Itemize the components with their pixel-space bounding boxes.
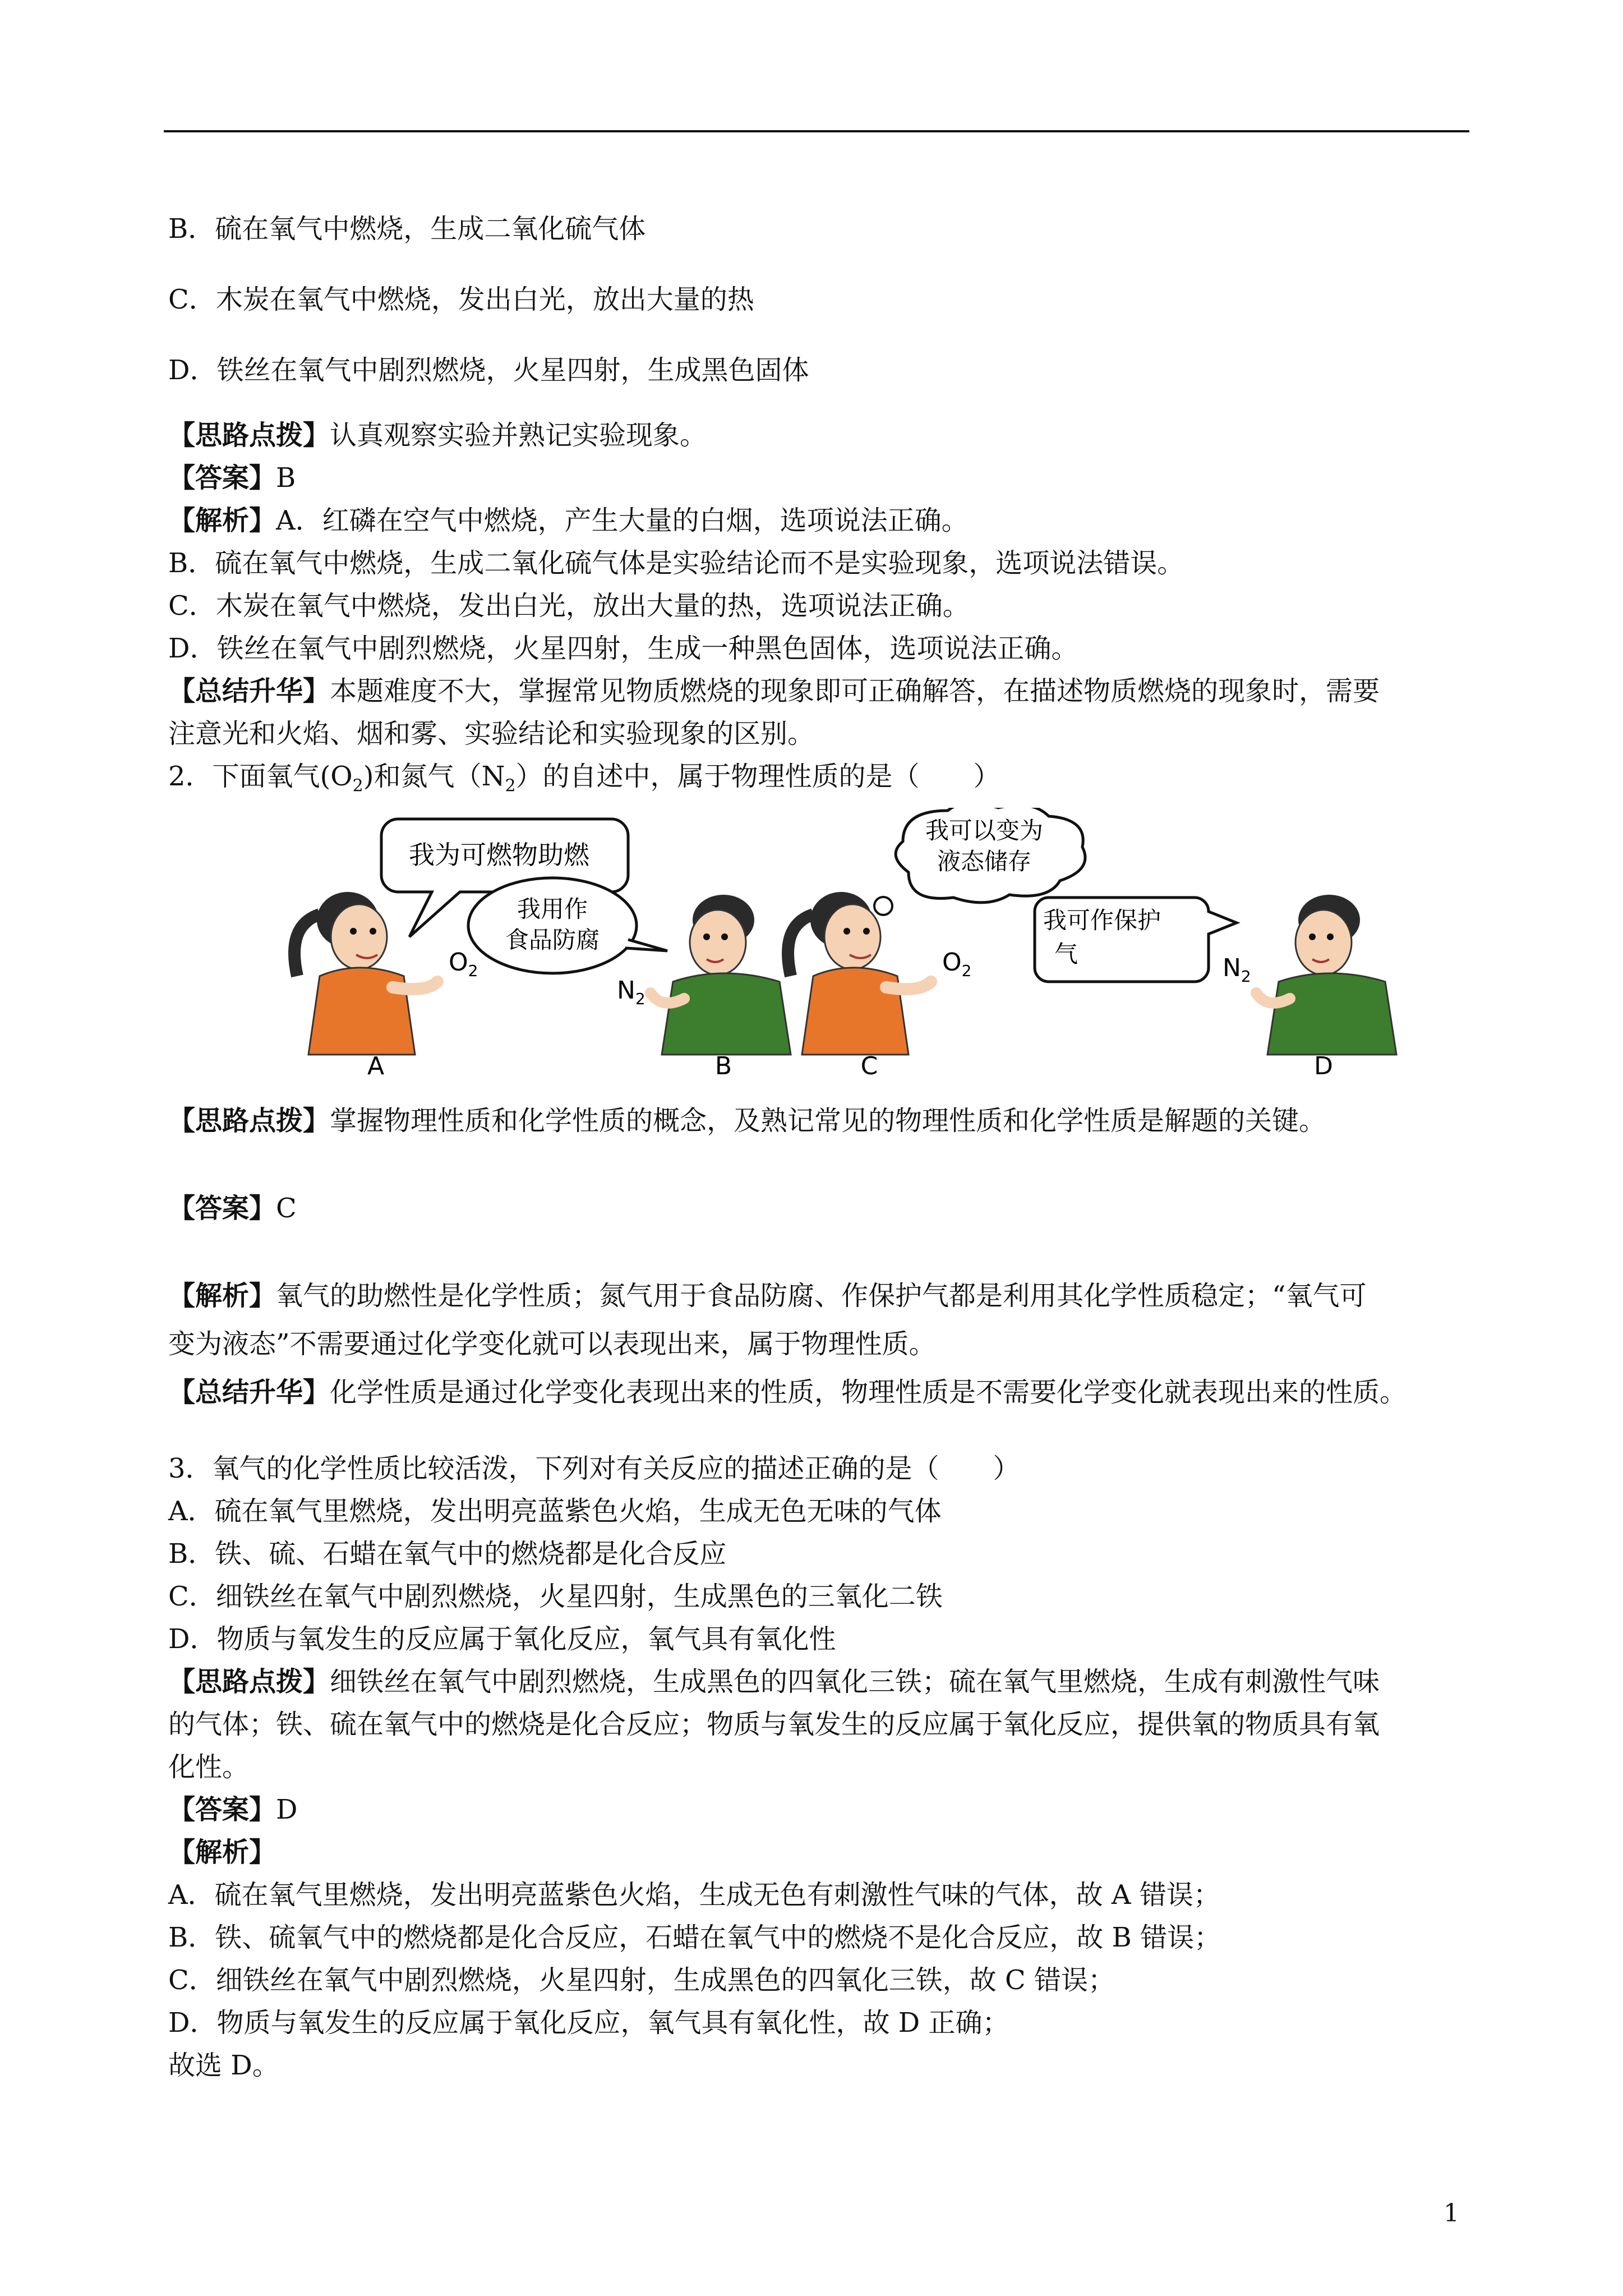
hint-label: 【思路点拨】	[168, 1105, 330, 1137]
analysis-label: 【解析】	[168, 505, 276, 536]
label-b: B	[714, 1052, 732, 1077]
q3-answer	[168, 1793, 298, 1826]
boy-d-icon	[1256, 895, 1396, 1055]
answer-label: 【答案】	[168, 1794, 276, 1825]
q3-option-a: A．硫在氧气里燃烧，发出明亮蓝紫色火焰，生成无色无味的气体	[168, 1496, 942, 1527]
q3-analysis-label	[168, 1835, 276, 1869]
q3-conclusion: 故选 D。	[168, 2050, 279, 2081]
hint-text: 掌握物理性质和化学性质的概念，及熟记常见的物理性质和化学性质是解题的关键。	[330, 1105, 1326, 1137]
answer-label: 【答案】	[168, 1193, 276, 1224]
o2-label-c	[942, 948, 971, 980]
answer-text: B	[276, 462, 296, 494]
girl-a-icon	[294, 892, 437, 1055]
q2-stem-sub: 2	[352, 776, 363, 796]
o2-text: O	[942, 948, 962, 977]
n2-label-b	[617, 976, 645, 1008]
q1-answer	[168, 461, 296, 495]
analysis-label: 【解析】	[168, 1280, 276, 1312]
q3-option-b: B．铁、硫、石蜡在氧气中的燃烧都是化合反应	[168, 1538, 727, 1570]
q1-analysis	[168, 504, 969, 537]
o2-sub: 2	[961, 961, 972, 980]
bubble-d-text-1: 我可作保护	[1043, 907, 1161, 934]
bubble-b	[468, 878, 637, 973]
summary-text: 化学性质是通过化学变化表现出来的性质，物理性质是不需要化学变化就表现出来的性质。	[330, 1377, 1407, 1408]
q3-hint	[168, 1665, 1380, 1699]
n2-text: N	[1223, 954, 1241, 982]
bubble-c-text-2: 液态储存	[937, 848, 1032, 875]
q2-answer	[168, 1191, 297, 1225]
hint-label: 【思路点拨】	[168, 420, 330, 451]
answer-label: 【答案】	[168, 462, 276, 494]
q2-summary	[168, 1375, 1407, 1409]
q1-option-c: C．木炭在氧气中燃烧，发出白光，放出大量的热	[168, 284, 754, 315]
n2-sub: 2	[1241, 967, 1251, 986]
summary-label: 【总结升华】	[168, 1377, 330, 1408]
n2-sub: 2	[635, 990, 645, 1008]
answer-text: C	[276, 1193, 297, 1224]
summary-label: 【总结升华】	[168, 675, 330, 707]
q1-analysis-c: C．木炭在氧气中燃烧，发出白光，放出大量的热，选项说法正确。	[168, 590, 970, 622]
summary-text: 本题难度不大，掌握常见物质燃烧的现象即可正确解答，在描述物质燃烧的现象时，需要	[330, 675, 1380, 707]
q1-summary	[168, 674, 1380, 708]
o2-sub: 2	[468, 961, 478, 980]
bubble-b-text-1: 我用作	[517, 895, 588, 923]
q3-analysis-c: C．细铁丝在氧气中剧烈燃烧，火星四射，生成黑色的四氧化三铁，故 C 错误；	[168, 1964, 1115, 1996]
q2-stem-part: 2．下面氧气(O	[168, 761, 353, 792]
hint-label: 【思路点拨】	[168, 1666, 330, 1697]
q2-stem	[168, 760, 1000, 803]
q3-option-d: D．物质与氧发生的反应属于氧化反应，氧气具有氧化性	[168, 1623, 836, 1655]
q1-summary-cont: 注意光和火焰、烟和雾、实验结论和实验现象的区别。	[168, 718, 815, 749]
q1-option-d: D．铁丝在氧气中剧烈燃烧，火星四射，生成黑色固体	[168, 355, 809, 386]
bubble-c-text-1: 我可以变为	[925, 817, 1044, 844]
figure-b	[468, 878, 791, 1077]
q2-stem-part: )和氮气（N	[363, 761, 505, 792]
label-d: D	[1314, 1052, 1333, 1077]
o2-label-a	[449, 948, 478, 980]
q2-analysis-cont: 变为液态”不需要通过化学变化就可以表现出来，属于物理性质。	[168, 1328, 936, 1360]
n2-label-d	[1223, 954, 1251, 986]
q2-stem-part: ）的自述中，属于物理性质的是（ ）	[515, 761, 1000, 792]
girl-c-icon	[788, 892, 931, 1055]
analysis-label: 【解析】	[168, 1837, 276, 1868]
q2-stem-sub: 2	[505, 776, 516, 796]
boy-b-icon	[651, 895, 791, 1055]
bubble-a-text: 我为可燃物助燃	[409, 840, 589, 870]
page-number: 1	[1444, 2199, 1459, 2228]
q1-hint	[168, 418, 707, 452]
q3-hint-cont-2: 化性。	[168, 1751, 250, 1783]
label-a: A	[367, 1052, 385, 1077]
q1-analysis-d: D．铁丝在氧气中剧烈燃烧，火星四射，生成一种黑色固体，选项说法正确。	[168, 633, 1078, 664]
q3-stem: 3．氧气的化学性质比较活泼，下列对有关反应的描述正确的是（ ）	[168, 1453, 1020, 1484]
figure-d	[1035, 895, 1396, 1077]
q1-option-b: B．硫在氧气中燃烧，生成二氧化硫气体	[168, 213, 646, 245]
bubble-b-text-2: 食品防腐	[505, 926, 600, 954]
n2-text: N	[617, 976, 635, 1005]
q2-analysis	[168, 1279, 1367, 1313]
analysis-text: A．红磷在空气中燃烧，产生大量的白烟，选项说法正确。	[276, 505, 969, 536]
header-rule	[164, 130, 1469, 132]
q3-option-c: C．细铁丝在氧气中剧烈燃烧，火星四射，生成黑色的三氧化二铁	[168, 1581, 943, 1612]
hint-text: 认真观察实验并熟记实验现象。	[330, 420, 707, 451]
label-c: C	[860, 1052, 878, 1077]
q2-hint	[168, 1104, 1326, 1138]
analysis-text: 氧气的助燃性是化学性质；氮气用于食品防腐、作保护气都是利用其化学性质稳定；“氧气可	[276, 1280, 1367, 1312]
q2-figure	[280, 808, 1402, 1077]
q3-hint-cont-1: 的气体；铁、硫在氧气中的燃烧是化合反应；物质与氧发生的反应属于氧化反应，提供氧的物质具有氧	[168, 1709, 1380, 1740]
q1-analysis-b: B．硫在氧气中燃烧，生成二氧化硫气体是实验结论而不是实验现象，选项说法错误。	[168, 547, 1184, 579]
answer-text: D	[276, 1794, 298, 1825]
q3-analysis-a: A．硫在氧气里燃烧，发出明亮蓝紫色火焰，生成无色有刺激性气味的气体，故 A 错误；	[168, 1879, 1220, 1911]
o2-text: O	[449, 948, 468, 977]
hint-text: 细铁丝在氧气中剧烈燃烧，生成黑色的四氧化三铁；硫在氧气里燃烧，生成有刺激性气味	[330, 1666, 1380, 1697]
q3-analysis-d: D．物质与氧发生的反应属于氧化反应，氧气具有氧化性，故 D 正确；	[168, 2007, 1009, 2039]
bubble-d-text-2: 气	[1054, 940, 1078, 968]
q3-analysis-b: B．铁、硫氧气中的燃烧都是化合反应，石蜡在氧气中的燃烧不是化合反应，故 B 错误；	[168, 1922, 1221, 1953]
